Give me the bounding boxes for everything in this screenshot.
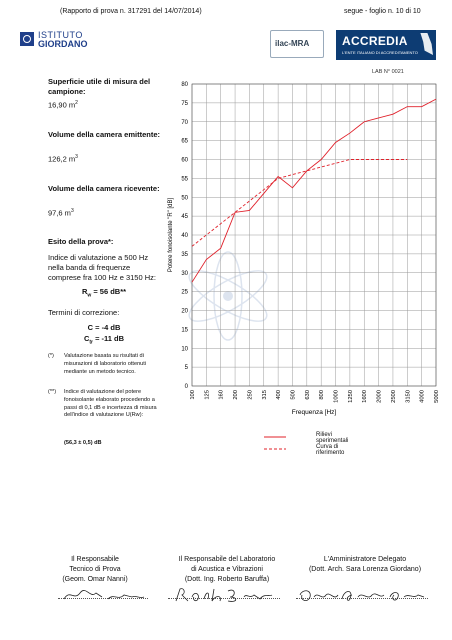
- atom-watermark-icon: [183, 252, 273, 340]
- y-tick-label: 80: [181, 82, 188, 88]
- series-line-reference: [192, 160, 407, 247]
- x-tick-label: 2500: [390, 390, 397, 403]
- x-tick-label: 1250: [347, 390, 354, 403]
- accredia-subtext: L'ENTE ITALIANO DI ACCREDITAMENTO: [342, 50, 418, 55]
- y-tick-label: 45: [181, 214, 188, 221]
- handwritten-signature-technician: [62, 585, 146, 605]
- x-tick-label: 250: [247, 390, 254, 400]
- y-tick-label: 25: [181, 289, 188, 296]
- ilac-text: ilac-MRA: [275, 39, 310, 48]
- x-tick-label: 630: [304, 390, 311, 400]
- x-tick-label: 315: [261, 390, 268, 400]
- rw-value: $R_w = 56$ dB**: [81, 287, 127, 299]
- x-tick-label: 1000: [333, 390, 340, 403]
- y-tick-label: 55: [181, 176, 188, 183]
- y-tick-label: 0: [184, 384, 188, 390]
- x-tick-labels: [190, 390, 440, 403]
- logo-text-istituto: ISTITUTO: [38, 30, 83, 40]
- c-value: C = -4 dB: [87, 323, 121, 332]
- x-tick-label: 100: [190, 390, 196, 400]
- uncertainty-value: (56,3 ± 0,5) dB: [64, 440, 102, 446]
- x-tick-label: 200: [233, 390, 240, 400]
- x-tick-label: 160: [218, 390, 225, 400]
- chart-series: [192, 99, 436, 282]
- signature-block-lab-head: Il Responsabile del Laboratorio di Acustica e Vibrazioni (Dott. Ing. Roberto Baruffa): [178, 556, 276, 583]
- series-line-experimental: [192, 99, 436, 282]
- receiving-volume-value: 97,6 $m^3$: [48, 208, 74, 218]
- y-tick-label: 5: [184, 365, 188, 372]
- ilac-mra-logo: [270, 30, 324, 58]
- italy-map-icon: [419, 33, 433, 55]
- x-tick-label: 500: [290, 390, 297, 400]
- result-label: Esito della prova*:: [48, 237, 114, 246]
- y-tick-label: 35: [181, 251, 188, 258]
- x-tick-label: 4000: [419, 390, 426, 403]
- legend-dashed-line-icon: [264, 446, 286, 452]
- page-counter: segue - foglio n. 10 di 10: [344, 8, 421, 15]
- surface-label: Superficie utile di misura del campione:: [48, 77, 151, 96]
- x-tick-label: 3150: [405, 390, 412, 403]
- logo-text-giordano: GIORDANO: [38, 39, 88, 49]
- x-tick-label: 5000: [434, 390, 440, 403]
- sound-insulation-chart: [160, 70, 446, 422]
- surface-value: 16,90 $m^2$: [48, 100, 78, 110]
- x-tick-label: 1600: [362, 390, 369, 403]
- y-tick-label: 10: [181, 346, 188, 353]
- legend-label-reference: Curva di riferimento: [316, 444, 345, 456]
- legend-label-experimental: Rilievi sperimentali: [316, 432, 349, 444]
- x-tick-label: 2000: [376, 390, 383, 403]
- istituto-giordano-logo: [20, 30, 112, 50]
- footnote-2: (**) Indice di valutazione del potere fonoisolante elaborato procedendo a passi di 0,1 dB e incertezza di misura dell'indice di valutazione U(Rw):: [48, 389, 157, 419]
- x-tick-label: 400: [276, 390, 283, 400]
- x-tick-label: 125: [204, 390, 211, 400]
- x-tick-label: 800: [319, 390, 326, 400]
- y-tick-label: 40: [181, 233, 188, 239]
- ctr-value: $C_{tr} = -11$ dB: [83, 334, 125, 346]
- footnote-1: (*) Valutazione basata su risultati di misurazioni di laboratorio ottenuti mediante un metodo tecnico.: [48, 353, 147, 375]
- result-text: Indice di valutazione a 500 Hz nella banda di frequenze comprese fra 100 Hz e 3150 Hz:: [48, 253, 156, 282]
- accredia-text: ACCREDIA: [342, 34, 408, 48]
- y-axis-label: Potere fonoisolante "R" [dB]: [168, 197, 174, 273]
- legend-solid-line-icon: [264, 434, 286, 440]
- y-tick-label: 65: [181, 138, 188, 145]
- lab-number: LAB N° 0021: [372, 69, 404, 75]
- y-tick-label: 60: [181, 157, 188, 164]
- emitting-volume-label: Volume della camera emittente:: [48, 130, 160, 139]
- signature-block-ceo: L'Amministratore Delegato (Dott. Arch. Sara Lorenza Giordano): [308, 556, 422, 573]
- emitting-volume-value: 126,2 $m^3$: [48, 154, 78, 164]
- handwritten-signature-lab-head: [174, 585, 274, 605]
- y-tick-label: 15: [181, 327, 188, 334]
- y-tick-label: 20: [181, 308, 188, 315]
- y-tick-label: 70: [181, 119, 188, 126]
- y-tick-label: 30: [181, 270, 188, 277]
- signature-block-technician: Il Responsabile Tecnico di Prova (Geom. Omar Nanni): [62, 556, 128, 583]
- handwritten-signature-ceo: [298, 585, 426, 605]
- correction-label: Termini di correzione:: [48, 308, 120, 317]
- receiving-volume-label: Volume della camera ricevente:: [48, 184, 160, 193]
- x-axis-label: Frequenza [Hz]: [291, 409, 337, 416]
- y-tick-labels: [181, 82, 188, 390]
- y-tick-label: 75: [181, 100, 188, 107]
- accredia-logo: [336, 30, 436, 60]
- y-tick-label: 50: [181, 195, 188, 202]
- istituto-logo-icon: [20, 32, 34, 46]
- report-reference: (Rapporto di prova n. 317291 del 14/07/2014): [60, 8, 202, 15]
